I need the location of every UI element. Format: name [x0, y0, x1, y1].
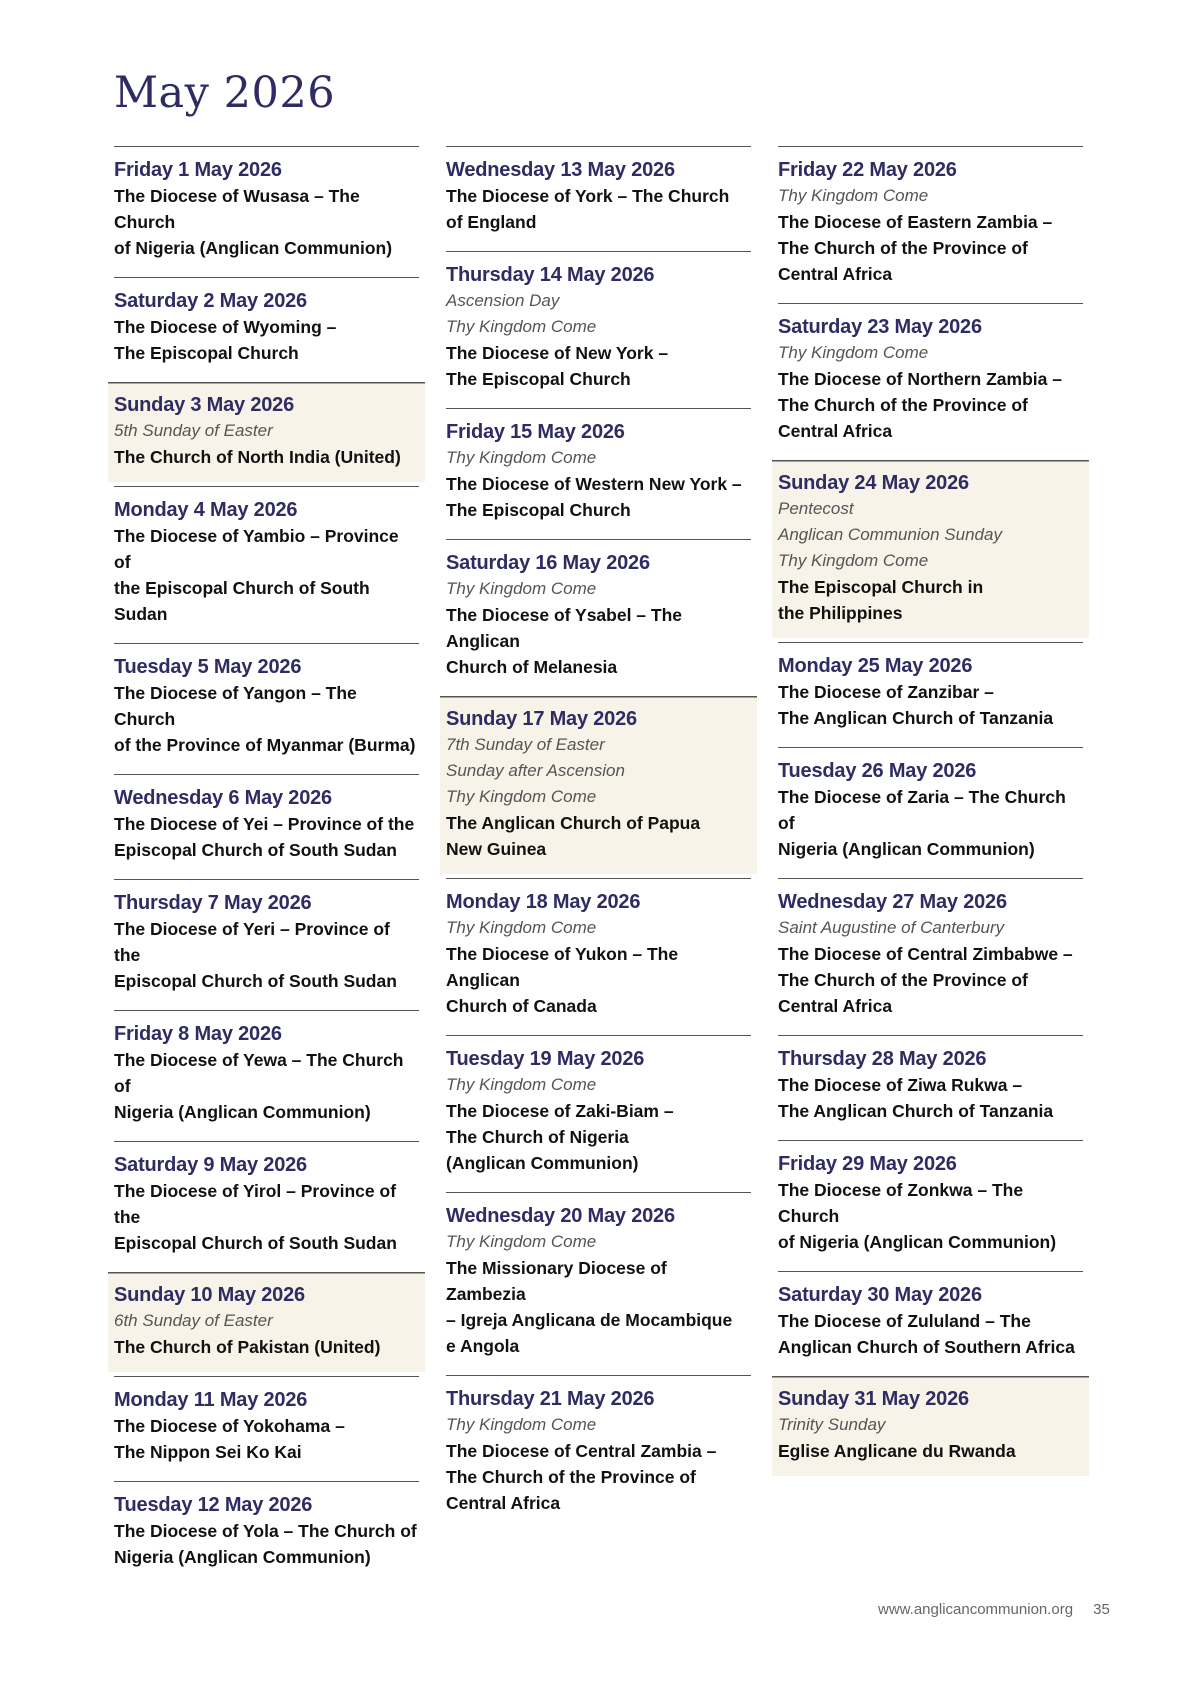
- entry-note: Thy Kingdom Come: [446, 579, 597, 598]
- entry-church-line: The Episcopal Church: [114, 343, 299, 363]
- entry-church-line: The Diocese of York – The Church: [446, 186, 730, 206]
- entry-church-line: of the Province of Myanmar (Burma): [114, 735, 416, 755]
- entry-church-line: The Diocese of Zaria – The Church of: [778, 787, 1066, 833]
- calendar-entry: [108, 382, 425, 482]
- entry-church-line: Central Africa: [778, 264, 893, 284]
- entry-date: Friday 1 May 2026: [114, 159, 282, 181]
- entry-church-line: (Anglican Communion): [446, 1153, 639, 1173]
- entry-date: Saturday 9 May 2026: [114, 1154, 307, 1176]
- entry-church-line: Nigeria (Anglican Communion): [778, 839, 1035, 859]
- entry-church-line: The Diocese of Yirol – Province of the: [114, 1181, 397, 1227]
- entry-church-line: The Diocese of Northern Zambia –: [778, 369, 1062, 389]
- column-1: [114, 146, 419, 1586]
- calendar-entry: [114, 486, 419, 643]
- calendar-entry: [778, 1140, 1083, 1271]
- entry-church-line: the Episcopal Church of South Sudan: [114, 578, 370, 624]
- calendar-entry: [446, 146, 751, 251]
- entry-church-line: Anglican Church of Southern Africa: [778, 1337, 1075, 1357]
- entry-church-line: The Diocese of Zaki-Biam –: [446, 1101, 674, 1121]
- entry-date: Wednesday 27 May 2026: [778, 891, 1007, 913]
- entry-date: Thursday 14 May 2026: [446, 264, 655, 286]
- entry-date: Wednesday 6 May 2026: [114, 787, 332, 809]
- page-title: May 2026: [114, 68, 336, 118]
- entry-date: Friday 22 May 2026: [778, 159, 957, 181]
- calendar-entry: [108, 1272, 425, 1372]
- entry-note: Thy Kingdom Come: [446, 1075, 597, 1094]
- entry-church-line: The Church of the Province of: [778, 970, 1028, 990]
- entry-church-line: The Diocese of Ziwa Rukwa –: [778, 1075, 1023, 1095]
- entry-date: Sunday 10 May 2026: [114, 1284, 305, 1306]
- entry-church-line: The Church of the Province of: [446, 1467, 696, 1487]
- entry-date: Saturday 16 May 2026: [446, 552, 650, 574]
- calendar-entry: [446, 408, 751, 539]
- entry-date: Monday 11 May 2026: [114, 1389, 308, 1411]
- column-2: [446, 146, 751, 1532]
- entry-church-line: The Episcopal Church: [446, 369, 631, 389]
- entry-date: Sunday 17 May 2026: [446, 708, 637, 730]
- calendar-entry: [778, 878, 1083, 1035]
- entry-date: Tuesday 26 May 2026: [778, 760, 977, 782]
- calendar-entry: [446, 1375, 751, 1532]
- entry-note: Pentecost: [778, 499, 854, 518]
- entry-note: Thy Kingdom Come: [446, 317, 597, 336]
- entry-church-line: The Anglican Church of Tanzania: [778, 708, 1054, 728]
- entry-church-line: The Diocese of Eastern Zambia –: [778, 212, 1053, 232]
- entry-church-line: The Church of the Province of: [778, 395, 1028, 415]
- entry-church-line: The Diocese of Yangon – The Church: [114, 683, 357, 729]
- calendar-entry: [446, 878, 751, 1035]
- entry-church-line: The Diocese of Yeri – Province of the: [114, 919, 390, 965]
- entry-church-line: The Church of North India (United): [114, 447, 401, 467]
- calendar-entry: [114, 1141, 419, 1272]
- calendar-entry: [114, 277, 419, 382]
- footer: [878, 1601, 1110, 1618]
- entry-church-line: The Episcopal Church in: [778, 577, 984, 597]
- calendar-entry: [446, 1035, 751, 1192]
- calendar-entry: [446, 539, 751, 696]
- entry-church-line: Central Africa: [778, 996, 893, 1016]
- entry-church-line: The Diocese of Central Zimbabwe –: [778, 944, 1073, 964]
- entry-church-line: The Episcopal Church: [446, 500, 631, 520]
- entry-date: Sunday 3 May 2026: [114, 394, 295, 416]
- entry-church-line: The Diocese of Yola – The Church of: [114, 1521, 417, 1541]
- entry-date: Tuesday 5 May 2026: [114, 656, 302, 678]
- entry-church-line: Nigeria (Anglican Communion): [114, 1102, 371, 1122]
- entry-church-line: The Diocese of Yokohama –: [114, 1416, 345, 1436]
- entry-church-line: The Diocese of Zanzibar –: [778, 682, 994, 702]
- calendar-entry: [446, 251, 751, 408]
- entry-note: 5th Sunday of Easter: [114, 421, 273, 440]
- entry-church-line: Eglise Anglicane du Rwanda: [778, 1441, 1016, 1461]
- entry-church-line: – Igreja Anglicana de Mocambique: [446, 1310, 733, 1330]
- entry-church-line: The Diocese of Zululand – The: [778, 1311, 1031, 1331]
- calendar-entry: [778, 1271, 1083, 1376]
- calendar-entry: [778, 146, 1083, 303]
- entry-date: Friday 8 May 2026: [114, 1023, 282, 1045]
- entry-church-line: The Diocese of Western New York –: [446, 474, 742, 494]
- entry-note: Thy Kingdom Come: [446, 918, 597, 937]
- entry-note: Thy Kingdom Come: [778, 343, 929, 362]
- entry-church-line: of Nigeria (Anglican Communion): [778, 1232, 1057, 1252]
- entry-church-line: The Anglican Church of Papua: [446, 813, 701, 833]
- entry-church-line: Episcopal Church of South Sudan: [114, 1233, 397, 1253]
- calendar-entry: [440, 696, 757, 874]
- entry-date: Thursday 28 May 2026: [778, 1048, 987, 1070]
- footer-url: www.anglicancommunion.org: [878, 1601, 1074, 1618]
- entry-date: Friday 15 May 2026: [446, 421, 625, 443]
- entry-note: Saint Augustine of Canterbury: [778, 918, 1005, 937]
- entry-note: 7th Sunday of Easter: [446, 735, 605, 754]
- entry-church-line: The Diocese of New York –: [446, 343, 669, 363]
- calendar-entry: [778, 303, 1083, 460]
- entry-note: Thy Kingdom Come: [778, 551, 929, 570]
- column-3: [778, 146, 1083, 1480]
- entry-church-line: the Philippines: [778, 603, 903, 623]
- entry-church-line: The Diocese of Yambio – Province of: [114, 526, 399, 572]
- entry-date: Wednesday 20 May 2026: [446, 1205, 675, 1227]
- calendar-entry: [778, 642, 1083, 747]
- entry-date: Tuesday 12 May 2026: [114, 1494, 313, 1516]
- entry-church-line: The Diocese of Yukon – The Anglican: [446, 944, 679, 990]
- entry-date: Friday 29 May 2026: [778, 1153, 957, 1175]
- entry-church-line: Central Africa: [446, 1493, 561, 1513]
- calendar-entry: [114, 1010, 419, 1141]
- calendar-entry: [114, 1376, 419, 1481]
- entry-date: Sunday 31 May 2026: [778, 1388, 969, 1410]
- entry-church-line: The Anglican Church of Tanzania: [778, 1101, 1054, 1121]
- entry-church-line: The Diocese of Yewa – The Church of: [114, 1050, 404, 1096]
- entry-church-line: of England: [446, 212, 537, 232]
- entry-date: Sunday 24 May 2026: [778, 472, 969, 494]
- entry-note: 6th Sunday of Easter: [114, 1311, 273, 1330]
- entry-note: Anglican Communion Sunday: [778, 525, 1002, 544]
- entry-church-line: The Diocese of Central Zambia –: [446, 1441, 717, 1461]
- entry-church-line: Episcopal Church of South Sudan: [114, 971, 397, 991]
- entry-date: Monday 4 May 2026: [114, 499, 298, 521]
- entry-date: Monday 25 May 2026: [778, 655, 973, 677]
- entry-date: Saturday 30 May 2026: [778, 1284, 982, 1306]
- entry-church-line: The Church of the Province of: [778, 238, 1028, 258]
- calendar-entry: [778, 1035, 1083, 1140]
- entry-church-line: The Diocese of Wyoming –: [114, 317, 337, 337]
- entry-date: Wednesday 13 May 2026: [446, 159, 675, 181]
- calendar-entry: [114, 1481, 419, 1586]
- calendar-entry: [114, 774, 419, 879]
- page-number: 35: [1093, 1601, 1110, 1618]
- entry-church-line: Church of Melanesia: [446, 657, 618, 677]
- calendar-entry: [114, 146, 419, 277]
- entry-date: Tuesday 19 May 2026: [446, 1048, 645, 1070]
- entry-church-line: The Missionary Diocese of Zambezia: [446, 1258, 667, 1304]
- entry-note: Thy Kingdom Come: [446, 787, 597, 806]
- calendar-entry: [778, 747, 1083, 878]
- calendar-entry: [772, 460, 1089, 638]
- entry-note: Thy Kingdom Come: [778, 186, 929, 205]
- entry-church-line: Nigeria (Anglican Communion): [114, 1547, 371, 1567]
- entry-note: Thy Kingdom Come: [446, 1232, 597, 1251]
- entry-church-line: Central Africa: [778, 421, 893, 441]
- entry-note: Thy Kingdom Come: [446, 448, 597, 467]
- entry-church-line: The Diocese of Wusasa – The Church: [114, 186, 360, 232]
- entry-date: Saturday 2 May 2026: [114, 290, 307, 312]
- calendar-entry: [772, 1376, 1089, 1476]
- entry-church-line: The Diocese of Ysabel – The Anglican: [446, 605, 683, 651]
- entry-note: Thy Kingdom Come: [446, 1415, 597, 1434]
- entry-church-line: Church of Canada: [446, 996, 597, 1016]
- entry-date: Saturday 23 May 2026: [778, 316, 982, 338]
- entry-note: Ascension Day: [446, 291, 560, 310]
- entry-church-line: The Church of Nigeria: [446, 1127, 629, 1147]
- entry-church-line: The Nippon Sei Ko Kai: [114, 1442, 302, 1462]
- calendar-entry: [114, 643, 419, 774]
- entry-church-line: of Nigeria (Anglican Communion): [114, 238, 393, 258]
- calendar-entry: [114, 879, 419, 1010]
- entry-date: Thursday 7 May 2026: [114, 892, 312, 914]
- entry-church-line: Episcopal Church of South Sudan: [114, 840, 397, 860]
- entry-church-line: The Diocese of Yei – Province of the: [114, 814, 415, 834]
- entry-church-line: The Church of Pakistan (United): [114, 1337, 381, 1357]
- entry-note: Sunday after Ascension: [446, 761, 625, 780]
- entry-church-line: New Guinea: [446, 839, 547, 859]
- entry-church-line: e Angola: [446, 1336, 520, 1356]
- calendar-entry: [446, 1192, 751, 1375]
- entry-date: Monday 18 May 2026: [446, 891, 641, 913]
- entry-date: Thursday 21 May 2026: [446, 1388, 655, 1410]
- entry-note: Trinity Sunday: [778, 1415, 886, 1434]
- entry-church-line: The Diocese of Zonkwa – The Church: [778, 1180, 1024, 1226]
